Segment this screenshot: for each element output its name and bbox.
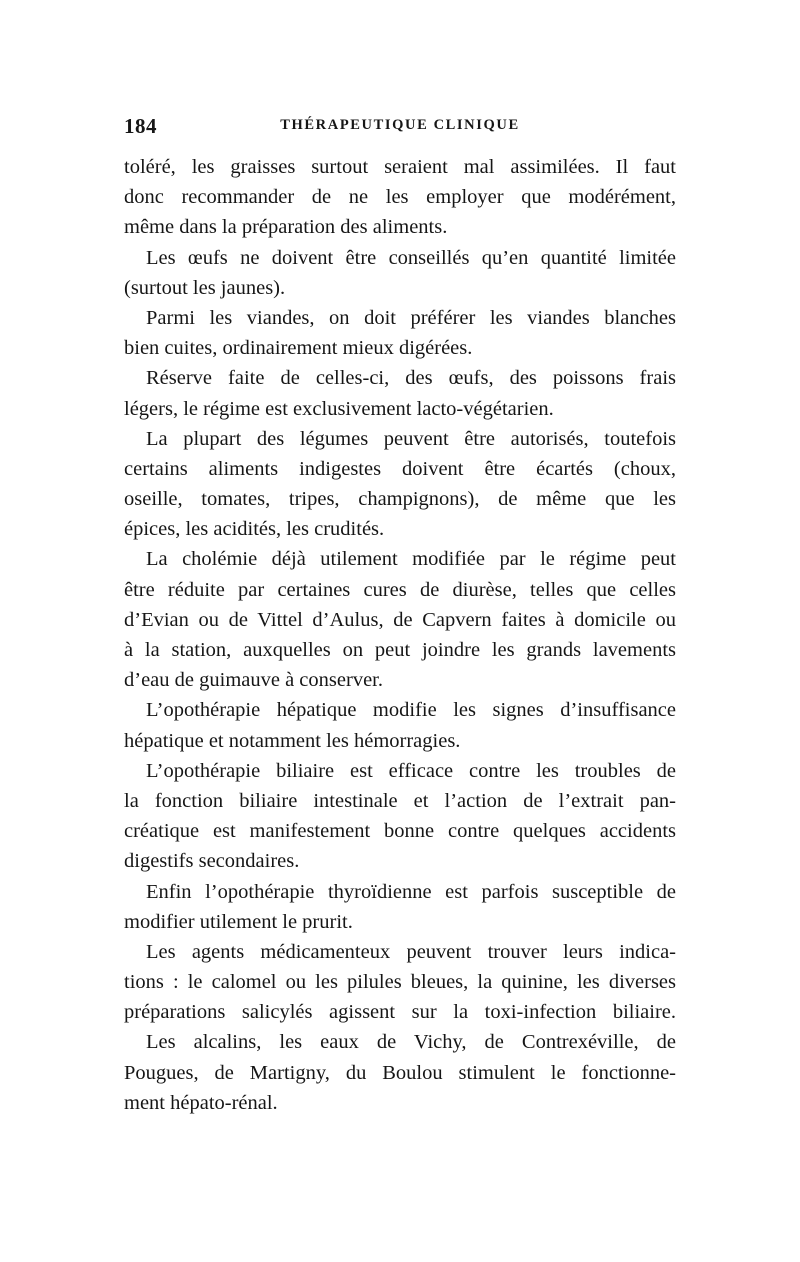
text-line: Parmi les viandes, on doit préférer les viandes blanches [146, 306, 676, 329]
text-line: d’Evian ou de Vittel d’Aulus, de Capvern faites à domicile ou [124, 608, 676, 631]
text-line: la fonction biliaire intestinale et l’action de l’extrait pan- [124, 789, 676, 812]
text-line: Les alcalins, les eaux de Vichy, de Contrexéville, de [146, 1031, 676, 1054]
text-line: ment hépato-rénal. [124, 1091, 278, 1114]
body-text [124, 152, 676, 1118]
running-title: THÉRAPEUTIQUE CLINIQUE [280, 117, 520, 133]
text-line: à la station, auxquelles on peut joindre les grands lavements [124, 639, 676, 661]
text-line: épices, les acidités, les crudités. [124, 518, 385, 541]
text-line: L’opothérapie hépatique modifie les signes d’insuffisance [146, 699, 676, 722]
text-line: digestifs secondaires. [124, 850, 300, 873]
page-number: 184 [124, 114, 157, 138]
running-head [124, 114, 676, 142]
text-line: bien cuites, ordinairement mieux digérées. [124, 337, 473, 360]
text-line: être réduite par certaines cures de diurèse, telles que celles [124, 578, 676, 601]
text-line: toléré, les graisses surtout seraient mal assimilées. Il faut [124, 156, 676, 178]
text-line: La cholémie déjà utilement modifiée par le régime peut [146, 548, 676, 571]
text-line: Pougues, de Martigny, du Boulou stimulent le fonctionne- [124, 1061, 676, 1084]
text-line: même dans la préparation des aliments. [124, 216, 448, 239]
text-line: légers, le régime est exclusivement lacto-végétarien. [124, 397, 554, 420]
text-line: Les œufs ne doivent être conseillés qu’en quantité limitée [146, 246, 676, 269]
text-line: créatique est manifestement bonne contre quelques accidents [124, 820, 676, 843]
text-line: La plupart des légumes peuvent être autorisés, toutefois [146, 427, 676, 450]
text-line: tions : le calomel ou les pilules bleues, la quinine, les diverses [124, 971, 676, 994]
text-line: d’eau de guimauve à conserver. [124, 669, 383, 692]
text-line: modifier utilement le prurit. [124, 910, 353, 933]
text-line: préparations salicylés agissent sur la toxi-infection biliaire. [124, 1001, 676, 1024]
text-line: oseille, tomates, tripes, champignons), de même que les [124, 488, 676, 511]
text-line: (surtout les jaunes). [124, 276, 286, 299]
text-line: donc recommander de ne les employer que modérément, [124, 186, 676, 209]
text-line: hépatique et notamment les hémorragies. [124, 729, 461, 752]
text-line: Enfin l’opothérapie thyroïdienne est parfois susceptible de [146, 880, 676, 903]
text-line: L’opothérapie biliaire est efficace contre les troubles de [146, 759, 676, 782]
text-line: Les agents médicamenteux peuvent trouver leurs indica- [146, 940, 676, 963]
text-line: Réserve faite de celles-ci, des œufs, des poissons frais [146, 367, 676, 390]
text-line: certains aliments indigestes doivent être écartés (choux, [124, 457, 676, 480]
